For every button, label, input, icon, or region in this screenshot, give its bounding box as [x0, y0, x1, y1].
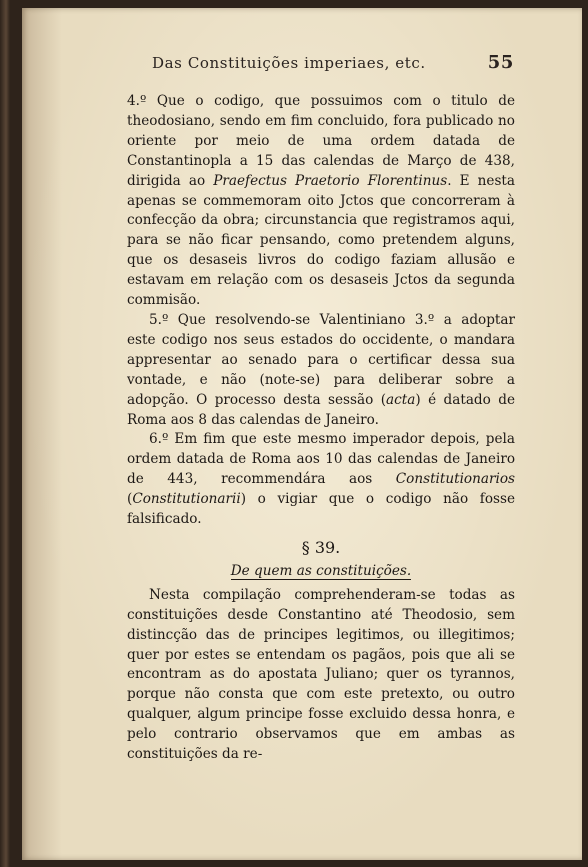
section-heading: [127, 562, 515, 582]
paragraph-6-text-b: ) o vigiar que o codigo não fosse falsificado.: [127, 491, 515, 528]
paragraph-6-text-a: 6.º Em fim que este mesmo imperador depois, pela ordem datada de Roma aos 10 das calendas de Janeiro de 443, recommendára aos: [127, 431, 515, 488]
paragraph-5-italic: acta: [386, 391, 416, 408]
paragraph-4-italic: Praefectus Praetorio Florentinus: [213, 172, 448, 189]
paragraph-6-italic-1: Constitutionarios: [395, 471, 515, 488]
section-number: § 39.: [301, 537, 341, 557]
paragraph-7: Nesta compilação comprehenderam-se todas as constituições desde Constantino até Theodosio, sem distincção das de principes legitimos, ou illegitimos; quer por estes se entendam os pagãos, pois que ali se encontram as do apostata Juliano; quer os tyrannos, porque não consta que com este pretexto, ou outro qualquer, algum principe fosse excluido dessa honra, e pelo contrario observamos que em ambas as constituições da re-: [127, 586, 515, 763]
paragraph-6: [127, 430, 515, 530]
paragraph-5-text-a: 5.º Que resolvendo-se Valentiniano 3.º a adoptar este codigo nos seus estados do occidente, o mandara appresentar ao senado para o certificar dessa sua vontade, e não (note-se) para deliberar sobre a adopção. O processo desta sessão (: [127, 311, 515, 408]
paragraph-6-text-mid: (: [127, 491, 133, 508]
paragraph-5-text-b: ) é datado de Roma aos 8 das calendas de Janeiro.: [127, 391, 515, 428]
page-header: [152, 54, 514, 76]
paragraph-4-text-b: . E nesta apenas se commemoram oito Jctos que concorreram à confecção da obra; circunstancia que registramos aqui, para se não ficar pensando, como pretendem alguns, que os desaseis livros do codigo faziam allusão e estavam em relação com os desaseis Jctos da segunda commisão.: [127, 172, 515, 309]
paragraph-4: [127, 92, 515, 311]
page-number: 55: [487, 52, 514, 73]
section-title: De quem as constituições.: [230, 562, 412, 579]
paragraph-6-italic-2: Constitutionarii: [132, 491, 241, 508]
paragraph-4-text-a: 4.º Que o codigo, que possuimos com o titulo de theodosiano, sendo em fim concluido, fora publicado no oriente por meio de uma ordem datada de Constantinopla a 15 das calendas de Março de 438, dirigida ao: [127, 93, 515, 189]
book-page: [22, 8, 582, 860]
running-title: Das Constituições imperiaes, etc.: [152, 54, 426, 72]
paragraph-5: [127, 311, 515, 430]
body-text: [127, 92, 515, 765]
